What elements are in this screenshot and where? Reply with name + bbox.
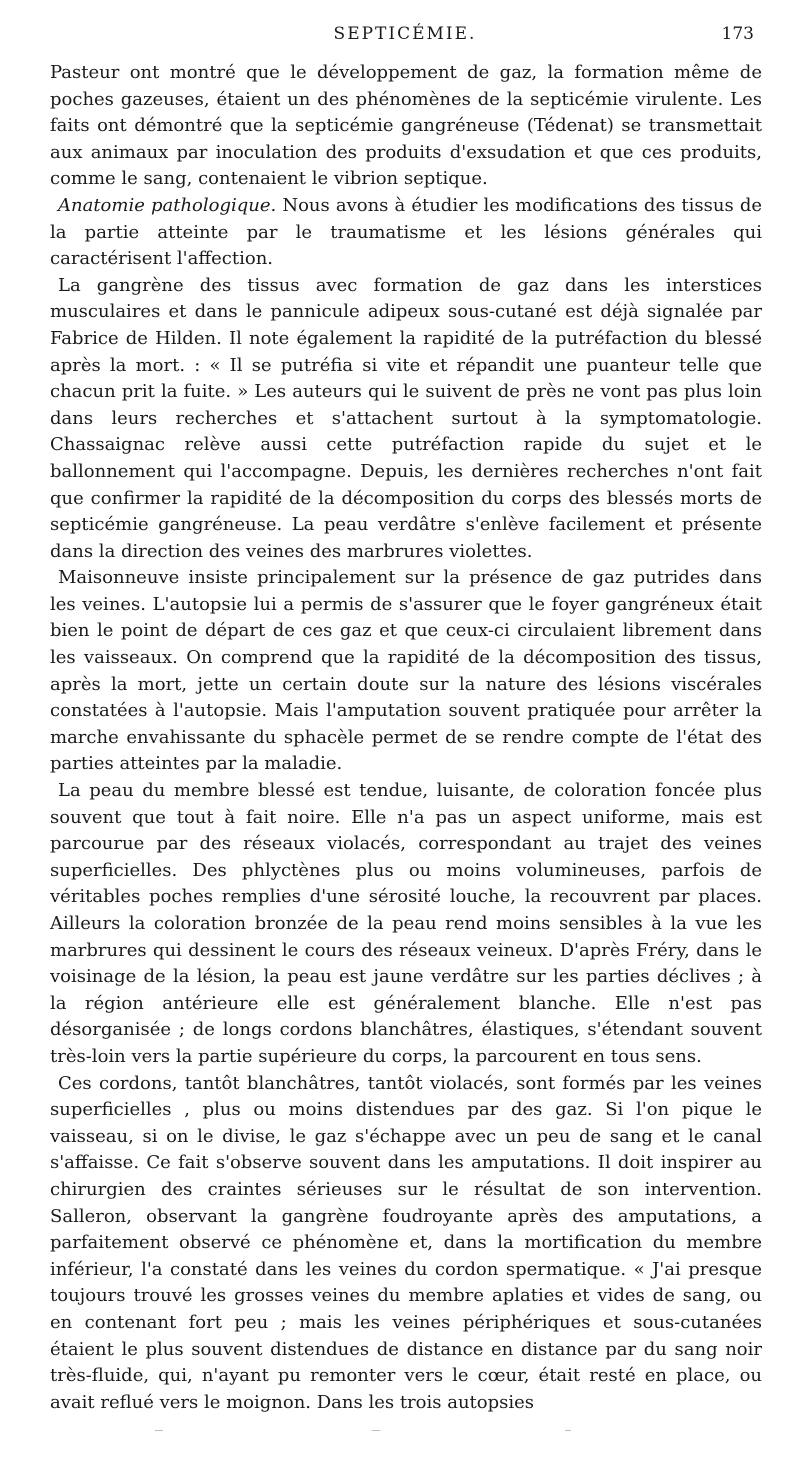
- paragraph: [50, 193, 762, 273]
- scan-mark: [155, 1430, 163, 1431]
- scan-artifacts: [0, 1430, 800, 1440]
- paragraph-text: Pasteur ont montré que le développement de gaz, la formation même de poches gazeuses, étaient un des phénomènes de la septicémie virulente. Les faits ont démontré que la septicémie gangréneuse (Tédenat) se transmettait aux animaux par inoculation des produits d'exsudation et que ces produits, comme le sang, contenaient le vibrion septique.: [50, 62, 762, 190]
- page-header: [50, 24, 760, 60]
- paragraph-text: Ces cordons, tantôt blanchâtres, tantôt violacés, sont formés par les veines superficielles , plus ou moins distendues par des gaz. Si l'on pique le vaisseau, si on le divise, le gaz s'échappe avec un peu de sang et le canal s'affaisse. Ce fait s'observe souvent dans les amputations. Il doit inspirer au chirurgien des craintes sérieuses sur le résultat de son intervention. Salleron, observant la gangrène foudroyante après des amputations, a parfaitement observé ce phénomène et, dans la mortification du membre inférieur, l'a constaté dans les veines du cordon spermatique. « J'ai presque toujours trouvé les grosses veines du membre aplaties et vides de sang, ou en contenant fort peu ; mais les veines périphériques et sous-cutanées étaient le plus souvent distendues de distance en distance par du sang noir très-fluide, qui, n'ayant pu remonter vers le cœur, était resté en place, ou avait reflué vers le moignon. Dans les trois autopsies: [50, 1072, 762, 1413]
- paragraph: [50, 60, 762, 193]
- scan-mark: [565, 1430, 571, 1431]
- page-number: 173: [721, 24, 754, 44]
- body-text: [50, 60, 762, 1416]
- paragraph: [50, 778, 762, 1071]
- paragraph-text: Nous avons à étudier les modifications des tissus de la partie atteinte par le traumatisme et les lésions générales qui caractérisent l'affection.: [50, 194, 762, 270]
- paragraph: [50, 1071, 762, 1417]
- section-heading: Anatomie pathologique.: [58, 194, 277, 216]
- paragraph-text: La peau du membre blessé est tendue, luisante, de coloration foncée plus souvent que tout à fait noire. Elle n'a pas un aspect uniforme, mais est parcourue par des réseaux violacés, correspondant au trajet des veines superficielles. Des phlyctènes plus ou moins volumineuses, parfois de véritables poches remplies d'une sérosité louche, la recouvrent par places. Ailleurs la coloration bronzée de la peau rend moins sensibles à la vue les marbrures qui dessinent le cours des réseaux veineux. D'après Fréry, dans le voisinage de la lésion, la peau est jaune verdâtre sur les parties déclives ; à la région antérieure elle est généralement blanche. Elle n'est pas désorganisée ; de longs cordons blanchâtres, élastiques, s'étendant souvent très-loin vers la partie supérieure du corps, la parcourent en tous sens.: [50, 780, 762, 1067]
- running-title: SEPTICÉMIE.: [333, 24, 477, 44]
- paragraph: [50, 565, 762, 778]
- paragraph: [50, 273, 762, 566]
- paragraph-text: Maisonneuve insiste principalement sur la présence de gaz putrides dans les veines. L'autopsie lui a permis de s'assurer que le foyer gangréneux était bien le point de départ de ces gaz et que ceux-ci circulaient librement dans les vaisseaux. On comprend que la rapidité de la décomposition des tissus, après la mort, jette un certain doute sur la nature des lésions viscérales constatées à l'autopsie. Mais l'amputation souvent pratiquée pour arrêter la marche envahissante du sphacèle permet de se rendre compte de l'état des parties atteintes par la maladie.: [50, 567, 762, 775]
- scan-mark: [372, 1430, 380, 1431]
- paragraph-text: La gangrène des tissus avec formation de gaz dans les interstices musculaires et dans le pannicule adipeux sous-cutané est déjà signalée par Fabrice de Hilden. Il note également la rapidité de la putréfaction du blessé après la mort. : « Il se putréfia si vite et répandit une puanteur telle que chacun prit la fuite. » Les auteurs qui le suivent de près ne vont pas plus loin dans leurs recherches et s'attachent surtout à la symptomatologie. Chassaignac relève aussi cette putréfaction rapide du sujet et le ballonnement qui l'accompagne. Depuis, les dernières recherches n'ont fait que confirmer la rapidité de la décomposition du corps des blessés morts de septicémie gangréneuse. La peau verdâtre s'enlève facilement et présente dans la direction des veines des marbrures violettes.: [50, 274, 762, 562]
